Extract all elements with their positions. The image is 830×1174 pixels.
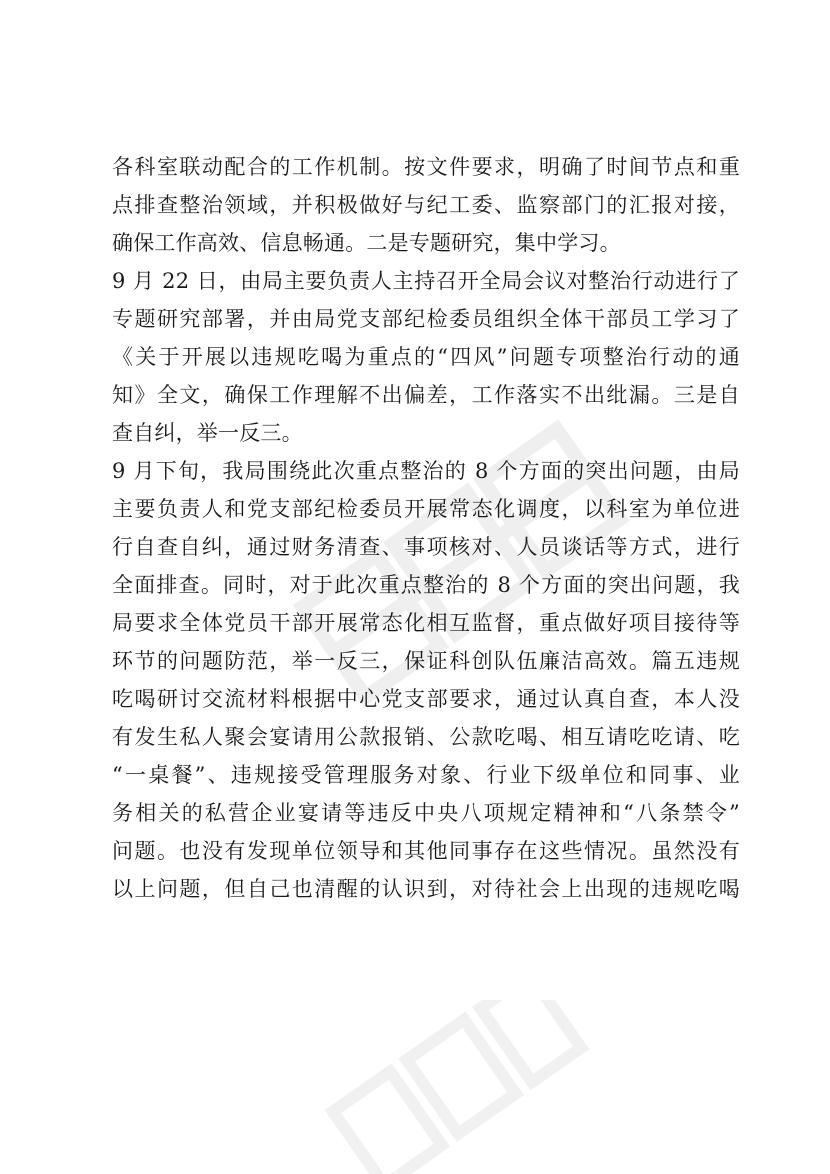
- text-line-4: 9 月 22 日，由局主要负责人主持召开全局会议对整治行动进行了: [112, 269, 740, 293]
- document-body: [112, 148, 742, 908]
- text-line-20: 以上问题，但自己也清醒的认识到，对待社会上出现的违规吃喝: [112, 877, 740, 901]
- text-line-6: 《关于开展以违规吃喝为重点的“四风”问题专项整治行动的通: [112, 345, 740, 369]
- text-line-15: 吃喝研讨交流材料根据中心党支部要求，通过认真自查，本人没: [112, 687, 740, 711]
- text-line-19: 问题。也没有发现单位领导和其他同事存在这些情况。虽然没有: [112, 839, 740, 863]
- text-line-14: 环节的问题防范，举一反三，保证科创队伍廉洁高效。篇五违规: [112, 649, 740, 673]
- text-line-18: 务相关的私营企业宴请等违反中央八项规定精神和“八条禁令”: [112, 801, 740, 825]
- text-line-8: 查自纠，举一反三。: [112, 421, 303, 445]
- text-line-7: 知》全文，确保工作理解不出偏差，工作落实不出纰漏。三是自: [112, 383, 740, 407]
- text-line-17: “一桌餐”、违规接受管理服务对象、行业下级单位和同事、业: [112, 763, 740, 787]
- text-line-11: 行自查自纠，通过财务清查、事项核对、人员谈话等方式，进行: [112, 535, 740, 559]
- text-line-10: 主要负责人和党支部纪检委员开展常态化调度，以科室为单位进: [112, 497, 740, 521]
- text-line-3: 确保工作高效、信息畅通。二是专题研究，集中学习。: [112, 231, 621, 255]
- text-line-16: 有发生私人聚会宴请用公款报销、公款吃喝、相互请吃吃请、吃: [112, 725, 740, 749]
- text-line-13: 局要求全体党员干部开展常态化相互监督，重点做好项目接待等: [112, 611, 740, 635]
- text-line-12: 全面排查。同时，对于此次重点整治的 8 个方面的突出问题，我: [112, 573, 740, 597]
- text-line-1: 各科室联动配合的工作机制。按文件要求，明确了时间节点和重: [112, 155, 740, 179]
- text-line-5: 专题研究部署，并由局党支部纪检委员组织全体干部员工学习了: [112, 307, 740, 331]
- watermark-logo-icon-bottom: [300, 1000, 600, 1174]
- text-line-9: 9 月下旬，我局围绕此次重点整治的 8 个方面的突出问题，由局: [112, 459, 740, 483]
- text-line-2: 点排查整治领域，并积极做好与纪工委、监察部门的汇报对接，: [112, 193, 740, 217]
